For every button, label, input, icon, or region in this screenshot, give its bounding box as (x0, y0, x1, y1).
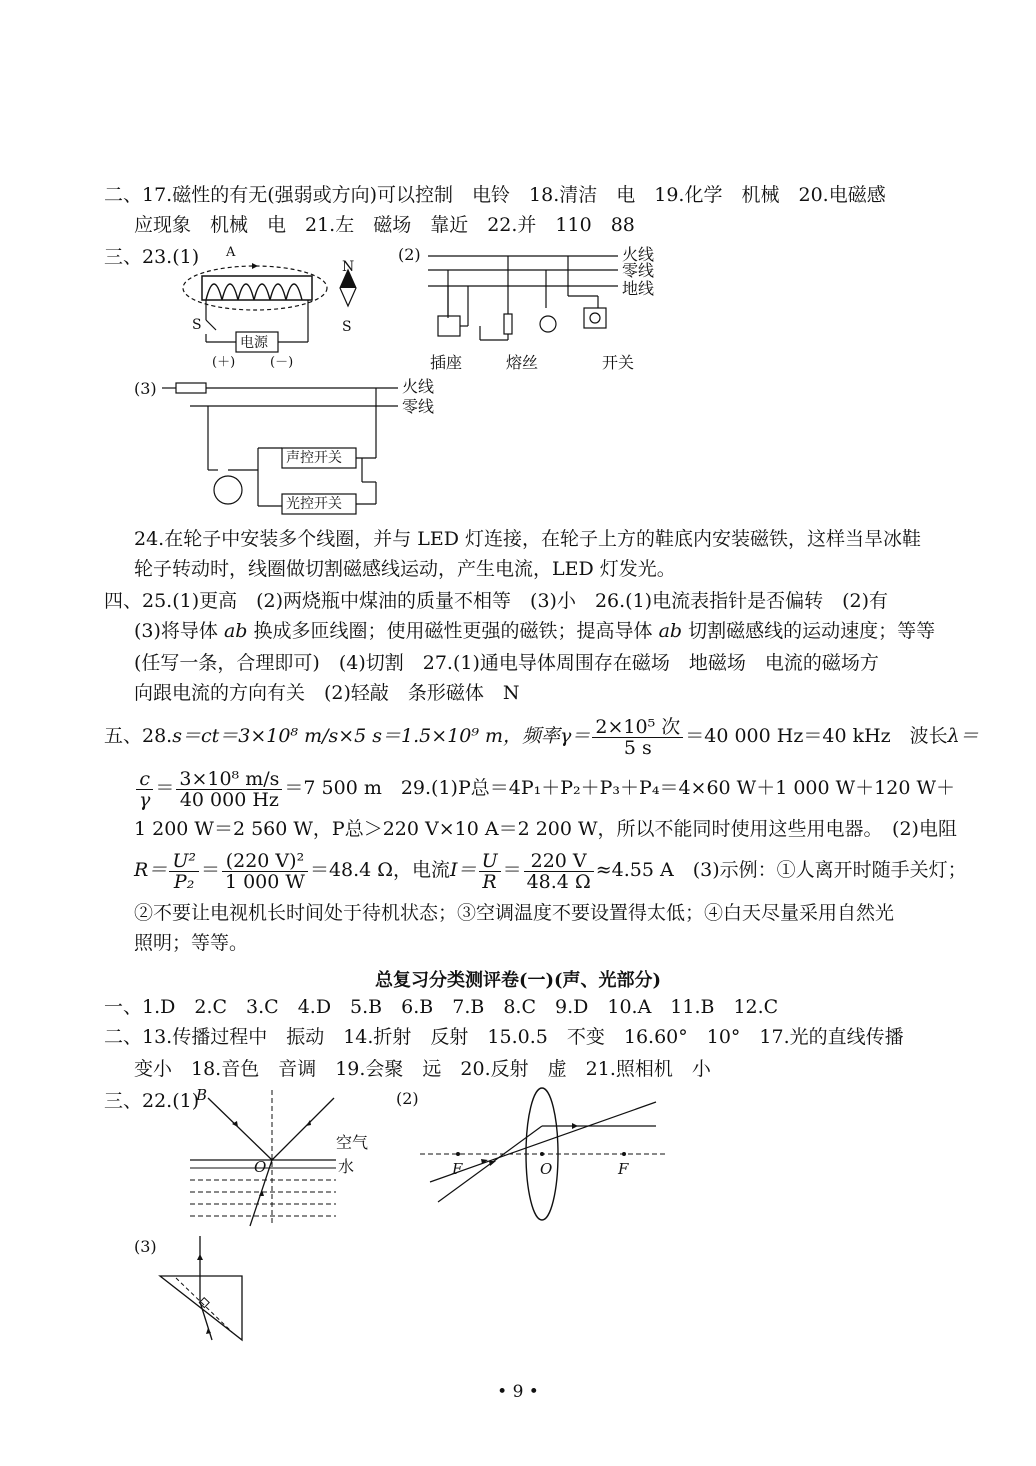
convex-lens-diagram (416, 1090, 672, 1224)
optical-center-label: O (540, 1160, 553, 1178)
answer-line-17: 二、17.磁性的有无(强弱或方向)可以控制 电铃 18.清洁 电 19.化学 机械 20.电磁感 (104, 184, 886, 206)
switch-s-label: S (192, 317, 202, 333)
air-label: 空气 (336, 1133, 369, 1152)
q23-label-2: (2) (398, 245, 421, 264)
page-number: • 9 • (497, 1382, 539, 1402)
answer-line-29b: R＝ $\frac{\text{U²}}{\text{P₂}}$ ＝ $\frac{\text{(220 V)²}}{1 000 W}$ ＝48.4 Ω，电流I＝ $\frac{U}{R}$ ＝ $\frac{220 V}{48.4 \Omega}$ ≈4.55 A (3)示例：①人离开时随手关灯； (134, 849, 967, 893)
fuse-label: 熔丝 (506, 353, 539, 372)
control-circuit-diagram (150, 378, 410, 518)
sound-switch-label: 声控开关 (286, 450, 342, 466)
point-a-label: A (226, 245, 236, 260)
q22-label-3: (3) (134, 1237, 157, 1256)
q23-label-1: 三、23.(1) (104, 246, 200, 268)
focus-left-label: F (452, 1160, 463, 1178)
answer-line-29c: ②不要让电视机长时间处于待机状态；③空调温度不要设置得太低；④白天尽量采用自然光 (134, 902, 895, 924)
s-pole-label: S (342, 319, 352, 335)
fire-wire-label: 火线 (622, 245, 655, 264)
point-o-label: O (254, 1158, 267, 1176)
water-label: 水 (338, 1157, 355, 1176)
minus-terminal-label: (－) (270, 355, 294, 370)
answer-line-29a: 1 200 W＝2 560 W，P总＞220 V×10 A＝2 200 W，所以不能同时使用这些用电器。 (2)电阻 (134, 818, 957, 840)
household-wiring-diagram (420, 250, 620, 350)
answer-line-21: 应现象 机械 电 21.左 磁场 靠近 22.并 110 88 (134, 214, 635, 236)
focus-right-label: F (618, 1160, 629, 1178)
light-switch-label: 光控开关 (286, 496, 342, 512)
answer-line-1-12: 一、1.D 2.C 3.C 4.D 5.B 6.B 7.B 8.C 9.D 10.A 11.B 12.C (104, 996, 779, 1018)
plus-terminal-label: (＋) (212, 355, 236, 370)
q22-label-1: 三、22.(1) (104, 1090, 200, 1112)
answer-line-24b: 轮子转动时，线圈做切割磁感线运动，产生电流，LED 灯发光。 (134, 558, 676, 580)
answer-line-28b: $\frac{c}{\gamma}$ ＝ $\frac{\text{3×10⁸ m/s}}{40 000 Hz}$ ＝7 500 m 29.(1)P总＝4P₁＋P₂＋P₃＋P₄＝4×60 W＋1 000 W＋120 W＋ (134, 766, 955, 810)
q22-label-2: (2) (396, 1089, 419, 1108)
answer-line-29d: 照明；等等。 (134, 932, 249, 954)
n-pole-label: N (342, 259, 355, 275)
answer-line-24a: 24.在轮子中安装多个线圈，并与 LED 灯连接，在轮子上方的鞋底内安装磁铁，这样当旱冰鞋 (134, 528, 922, 550)
fire-wire-label-3: 火线 (402, 377, 435, 396)
answer-line-28a: 五、28.s＝ct＝3×10⁸ m/s×5 s＝1.5×10⁹ m，频率γ＝ $\frac{\text{2×10⁵ 次}}{5 s}$ ＝40 000 Hz＝40 kHz 波长λ＝ (104, 715, 979, 759)
answer-line-13-17: 二、13.传播过程中 振动 14.折射 反射 15.0.5 不变 16.60° 10° 17.光的直线传播 (104, 1026, 904, 1048)
answer-line-25: 四、25.(1)更高 (2)两烧瓶中煤油的质量不相等 (3)小 26.(1)电流表指针是否偏转 (2)有 (104, 590, 889, 612)
switch-label: 开关 (602, 353, 635, 372)
answer-line-26: (3)将导体 ab 换成多匝线圈；使用磁性更强的磁铁；提高导体 ab 切割磁感线的运动速度；等等 (134, 620, 936, 642)
section-title: 总复习分类测评卷(一)(声、光部分) (374, 970, 662, 991)
power-source-label: 电源 (240, 335, 268, 351)
q23-label-3: (3) (134, 379, 157, 398)
answer-line-27b: 向跟电流的方向有关 (2)轻敲 条形磁体 N (134, 682, 520, 704)
point-b-label: B (196, 1086, 208, 1104)
socket-label: 插座 (430, 353, 463, 372)
neutral-wire-label-3: 零线 (402, 397, 435, 416)
earth-wire-label: 地线 (622, 279, 655, 298)
answer-line-18-21: 变小 18.音色 音调 19.会聚 远 20.反射 虚 21.照相机 小 (134, 1058, 711, 1080)
answer-line-27a: (任写一条，合理即可) (4)切割 27.(1)通电导体周围存在磁场 地磁场 电流的磁场方 (134, 652, 879, 674)
prism-diagram (156, 1236, 256, 1346)
neutral-wire-label: 零线 (622, 261, 655, 280)
